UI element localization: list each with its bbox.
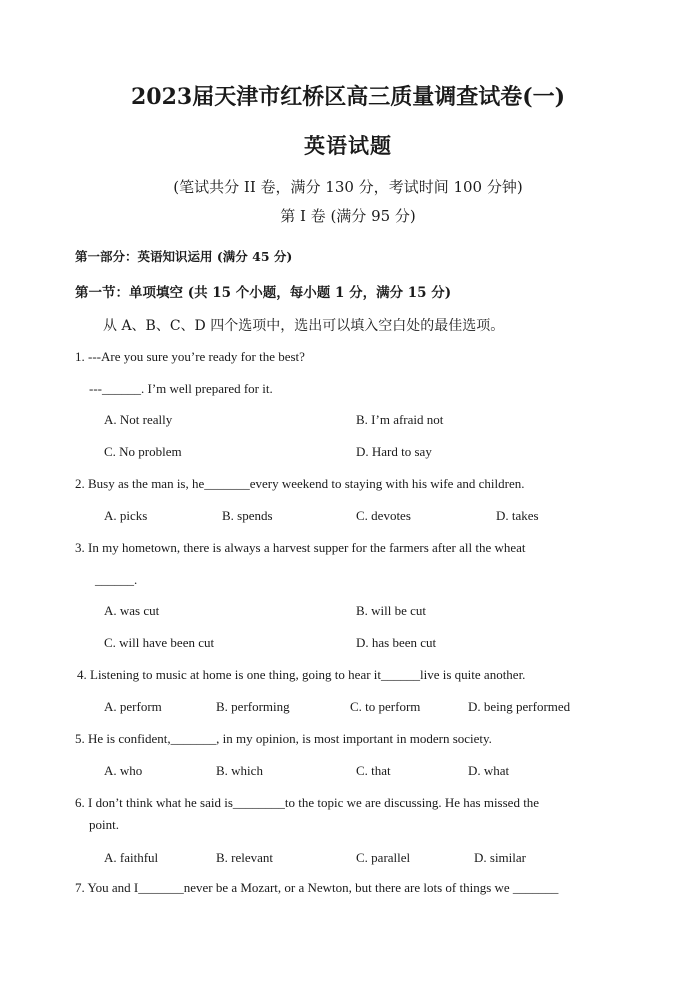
question-3-option-c: C. will have been cut [104, 635, 215, 650]
section1-title: 第一节：单项填空 (共 15 个小题，每小题 1 分，满分 15 分) [75, 285, 452, 301]
question-6-option-a: A. faithful [104, 850, 159, 865]
question-1-option-a: A. Not really [104, 412, 173, 427]
question-3-option-b: B. will be cut [356, 603, 427, 618]
exam-title: 2023届天津市红桥区高三质量调查试卷(一) [130, 84, 566, 110]
question-3-line-2: ______. [95, 572, 138, 587]
question-1-option-c: C. No problem [104, 444, 182, 459]
question-1-stem: 1. ---Are you sure you’re ready for the best? [75, 349, 305, 364]
question-2-option-d: D. takes [496, 508, 539, 523]
question-1-line-2: ---______. I’m well prepared for it. [89, 381, 273, 396]
question-3-option-a: A. was cut [104, 603, 160, 618]
question-3-option-d: D. has been cut [356, 635, 437, 650]
question-6-option-b: B. relevant [216, 850, 274, 865]
question-2-option-b: B. spends [222, 508, 273, 523]
question-6-line-2: point. [89, 817, 119, 832]
question-2-option-c: C. devotes [356, 508, 411, 523]
question-3-stem: 3. In my hometown, there is always a harvest supper for the farmers after all the wheat [75, 540, 526, 555]
question-4-option-d: D. being performed [468, 699, 571, 714]
question-6-stem: 6. I don’t think what he said is________to the topic we are discussing. He has missed the [75, 795, 540, 810]
question-7-stem: 7. You and I_______never be a Mozart, or a Newton, but there are lots of things we _______ [75, 880, 559, 895]
section-instruction: 从 A、B、C、D 四个选项中，选出可以填入空白处的最佳选项。 [103, 318, 505, 334]
question-1-option-b: B. I’m afraid not [356, 412, 444, 427]
question-6-option-d: D. similar [474, 850, 526, 865]
question-2-option-a: A. picks [104, 508, 148, 523]
question-4-option-c: C. to perform [350, 699, 421, 714]
part1-title: 第一部分：英语知识运用 (满分 45 分) [75, 249, 293, 264]
question-4-option-a: A. perform [104, 699, 162, 714]
exam-subtitle: 英语试题 [304, 133, 392, 158]
question-5-option-c: C. that [356, 763, 391, 778]
question-5-option-a: A. who [104, 763, 143, 778]
volume-title: 第 I 卷 (满分 95 分) [280, 207, 416, 225]
question-5-option-d: D. what [468, 763, 510, 778]
question-6-option-c: C. parallel [356, 850, 411, 865]
question-5-stem: 5. He is confident,_______, in my opinion, is most important in modern society. [75, 731, 492, 746]
question-5-option-b: B. which [216, 763, 263, 778]
question-1-option-d: D. Hard to say [356, 444, 432, 459]
question-2-stem: 2. Busy as the man is, he_______every weekend to staying with his wife and children. [75, 476, 525, 491]
question-4-stem: 4. Listening to music at home is one thing, going to hear it______live is quite another. [77, 667, 526, 682]
exam-info: (笔试共分 II 卷，满分 130 分，考试时间 100 分钟) [173, 178, 523, 196]
question-4-option-b: B. performing [216, 699, 290, 714]
